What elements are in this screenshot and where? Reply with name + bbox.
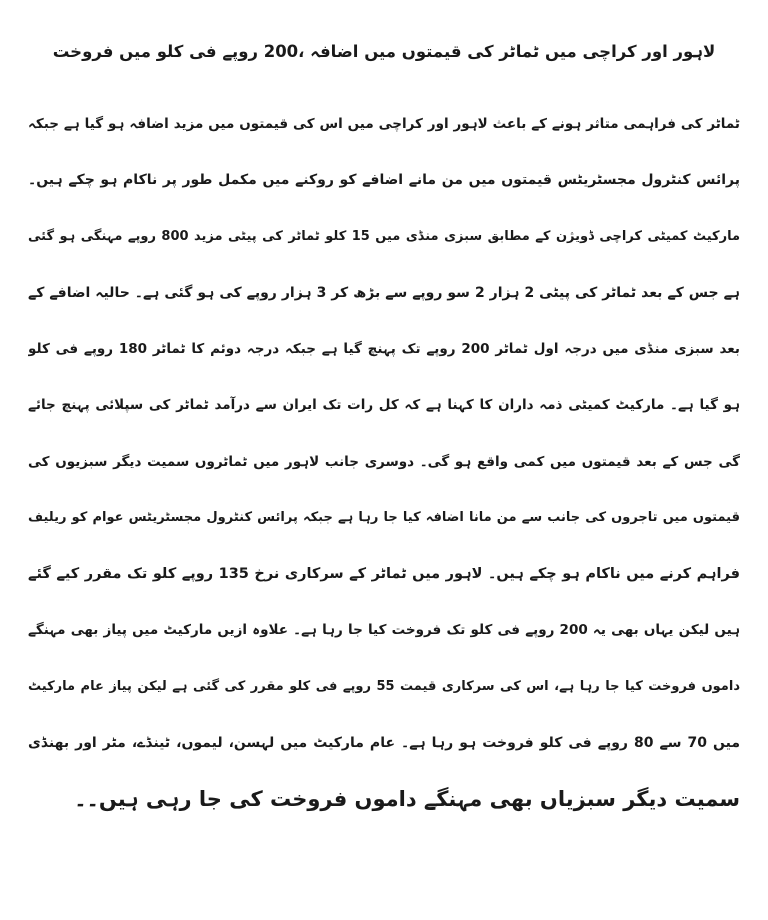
article-body: [28, 96, 740, 827]
body-line: قیمتوں میں تاجروں کی جانب سے من مانا اضافہ کیا جا رہا ہے جبکہ پرائس کنٹرول مجسٹریٹس عوام کو ریلیف: [28, 509, 740, 525]
body-line: بعد سبزی منڈی میں درجہ اول ٹماٹر 200 روپے تک پہنچ گیا ہے جبکہ درجہ دوئم کا ٹماٹر 180 روپے فی کلو: [28, 341, 740, 357]
body-line: سمیت دیگر سبزیاں بھی مہنگے داموں فروخت کی جا رہی ہیں۔۔: [74, 787, 740, 811]
body-line: ہے جس کے بعد ٹماٹر کی پیٹی 2 ہزار 2 سو روپے سے بڑھ کر 3 ہزار روپے کی ہو گئی ہے۔ حالیہ اضافے کے: [28, 284, 740, 301]
body-line: مارکیٹ کمیٹی کراچی ڈویژن کے مطابق سبزی منڈی میں 15 کلو ٹماٹر کی پیٹی مزید 800 روپے مہنگی ہو گئی: [28, 228, 740, 244]
body-line: میں 70 سے 80 روپے فی کلو فروخت ہو رہا ہے۔ عام مارکیٹ میں لہسن، لیموں، ٹینڈے، مٹر اور بھنڈی: [28, 734, 740, 751]
body-line: فراہم کرنے میں ناکام ہو چکے ہیں۔ لاہور میں ٹماٹر کے سرکاری نرخ 135 روپے کلو تک مقرر کیے گئے: [28, 566, 740, 582]
body-line: پرائس کنٹرول مجسٹریٹس قیمتوں میں من مانے اضافے کو روکنے میں مکمل طور پر ناکام ہو چکے ہیں۔: [28, 172, 740, 189]
article-headline: لاہور اور کراچی میں ٹماٹر کی قیمتوں میں اضافہ ،200 روپے فی کلو میں فروخت: [52, 42, 716, 61]
body-line: ٹماٹر کی فراہمی متاثر ہونے کے باعث لاہور اور کراچی میں اس کی قیمتوں میں مزید اضافہ ہو گیا ہے جبکہ: [28, 116, 740, 132]
body-line: ہیں لیکن یہاں بھی یہ 200 روپے فی کلو تک فروخت کیا جا رہا ہے۔ علاوہ ازیں مارکیٹ میں پیاز بھی مہنگے: [28, 622, 740, 639]
body-line: گی جس کے بعد قیمتوں میں کمی واقع ہو گی۔ دوسری جانب لاہور میں ٹماٹروں سمیت دیگر سبزیوں کی: [28, 453, 740, 470]
body-line: داموں فروخت کیا جا رہا ہے، اس کی سرکاری قیمت 55 روپے فی کلو مقرر کی گئی ہے لیکن پیاز عام مارکیٹ: [28, 678, 740, 694]
body-line: ہو گیا ہے۔ مارکیٹ کمیٹی ذمہ داران کا کہنا ہے کہ کل رات تک ایران سے درآمد ٹماٹر کی سپلائی پہنچ جائے: [28, 397, 740, 414]
